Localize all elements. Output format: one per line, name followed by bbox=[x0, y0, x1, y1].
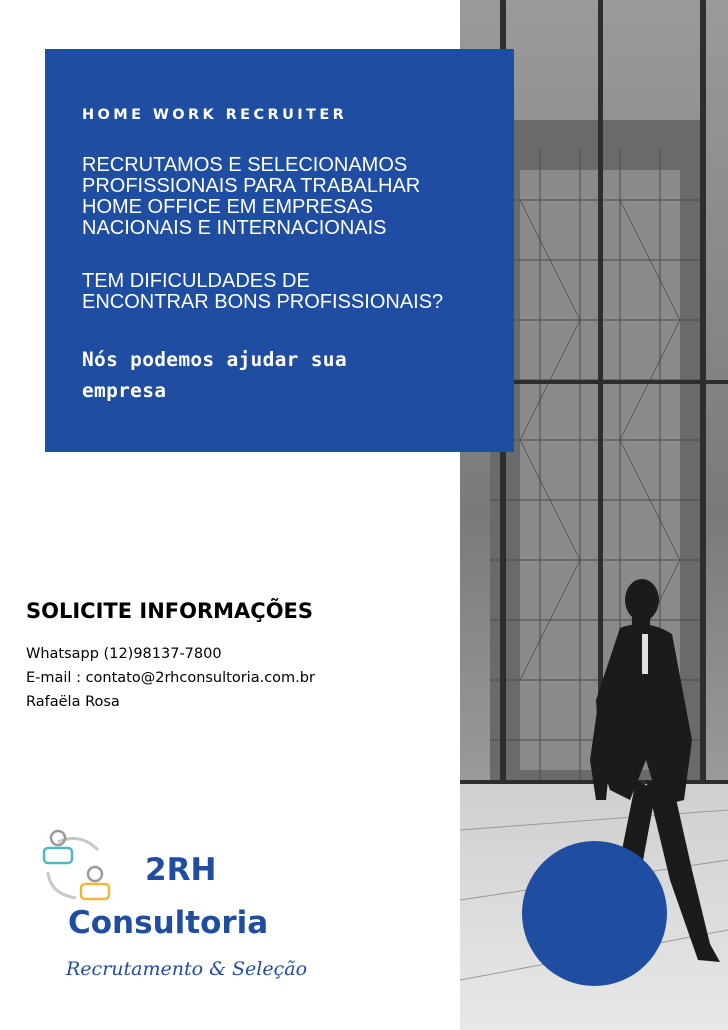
hero-box bbox=[45, 49, 514, 452]
hero-help-text: Nós podemos ajudar sua empresa bbox=[82, 348, 347, 402]
contact-title: SOLICITE INFORMAÇÕES bbox=[26, 599, 314, 623]
logo-2rh: 2RH bbox=[145, 852, 217, 888]
hero-title: HOME WORK RECRUITER bbox=[82, 107, 348, 123]
logo-tagline: Recrutamento & Seleção bbox=[66, 958, 308, 980]
decorative-circle bbox=[522, 841, 667, 986]
people-network-icon bbox=[40, 828, 115, 910]
contact-whatsapp: Whatsapp (12)98137-7800 bbox=[26, 646, 222, 662]
logo-consultoria: Consultoria bbox=[68, 905, 269, 941]
hero-paragraph-services: RECRUTAMOS E SELECIONAMOS PROFISSIONAIS PARA TRABALHAR HOME OFFICE EM EMPRESAS NACIONAIS E INTERNACIONAIS bbox=[82, 154, 421, 239]
hero-paragraph-question: TEM DIFICULDADES DE ENCONTRAR BONS PROFISSIONAIS? bbox=[82, 270, 444, 313]
contact-email: E-mail : contato@2rhconsultoria.com.br bbox=[26, 670, 315, 686]
contact-name: Rafaëla Rosa bbox=[26, 694, 120, 710]
